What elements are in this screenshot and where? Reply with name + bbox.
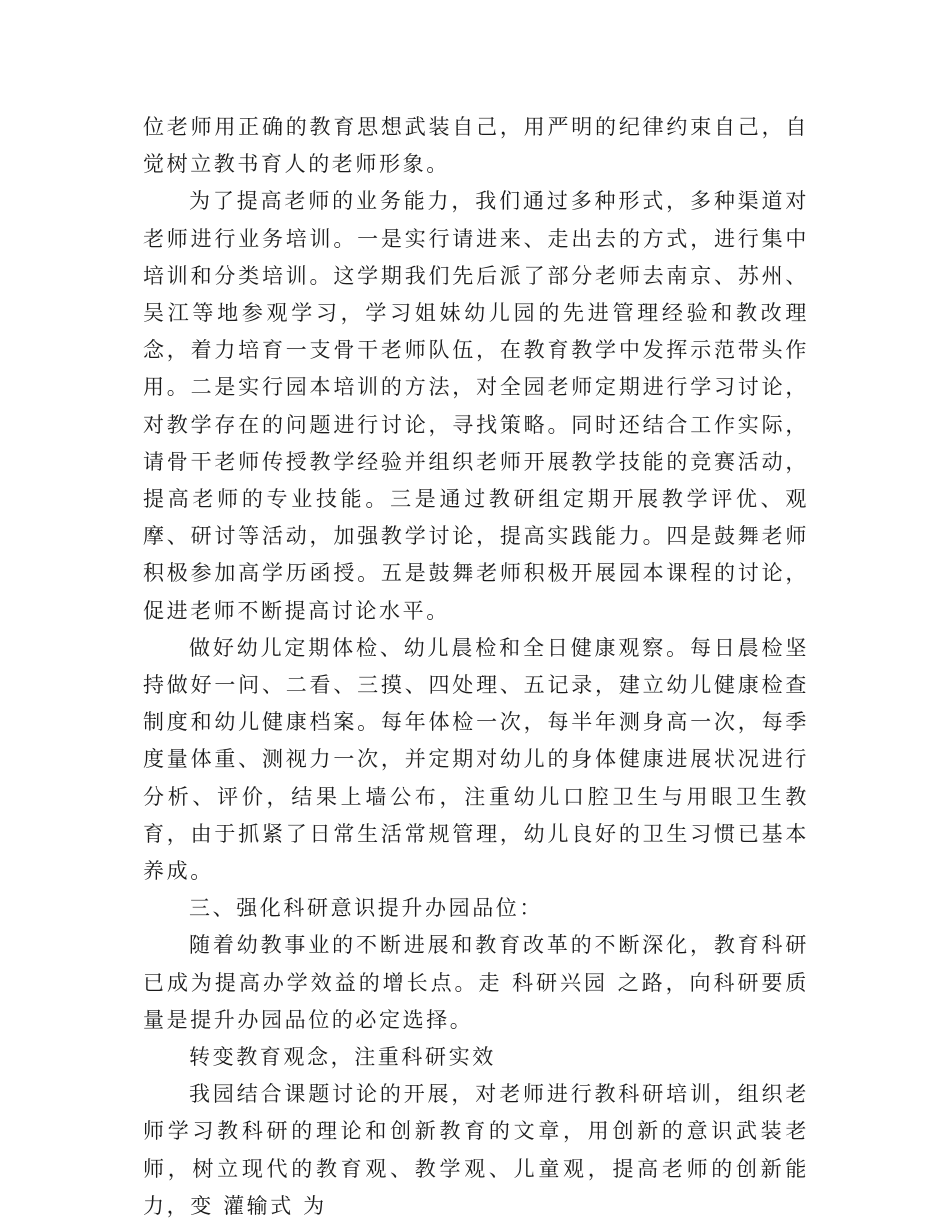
section-heading: 三、强化科研意识提升办园品位：	[189, 896, 543, 921]
paragraph-1: 位老师用正确的教育思想武装自己，用严明的纪律约束自己，自觉树立教书育人的老师形象。	[143, 115, 809, 177]
paragraph-3: 做好幼儿定期体检、幼儿晨检和全日健康观察。每日晨检坚持做好一问、二看、三摸、四处理、五记录，建立幼儿健康检查制度和幼儿健康档案。每年体检一次，每半年测身高一次，每季度量体重、测视力一次，并定期对幼儿的身体健康进展状况进行分析、评价，结果上墙公布，注重幼儿口腔卫生与用眼卫生教育，由于抓紧了日常生活常规管理，幼儿良好的卫生习惯已基本养成。	[143, 635, 809, 884]
paragraph-4: 随着幼教事业的不断进展和教育改革的不断深化，教育科研已成为提高办学效益的增长点。走 科研兴园 之路，向科研要质量是提升办园品位的必定选择。	[143, 933, 809, 1032]
paragraph-5: 我园结合课题讨论的开展，对老师进行教科研培训，组织老师学习教科研的理论和创新教育的文章，用创新的意识武装老师，树立现代的教育观、教学观、儿童观，提高老师的创新能力，变 灌输式 为	[143, 1082, 809, 1218]
document-body	[143, 109, 809, 1225]
paragraph-2: 为了提高老师的业务能力，我们通过多种形式，多种渠道对老师进行业务培训。一是实行请进来、走出去的方式，进行集中培训和分类培训。这学期我们先后派了部分老师去南京、苏州、吴江等地参观学习，学习姐妹幼儿园的先进管理经验和教改理念，着力培育一支骨干老师队伍，在教育教学中发挥示范带头作用。二是实行园本培训的方法，对全园老师定期进行学习讨论，对教学存在的问题进行讨论，寻找策略。同时还结合工作实际，请骨干老师传授教学经验并组织老师开展教学技能的竞赛活动，提高老师的专业技能。三是通过教研组定期开展教学评优、观摩、研讨等活动，加强教学讨论，提高实践能力。四是鼓舞老师积极参加高学历函授。五是鼓舞老师积极开展园本课程的讨论，促进老师不断提高讨论水平。	[143, 189, 809, 623]
subsection-heading: 转变教育观念，注重科研实效	[189, 1045, 496, 1070]
